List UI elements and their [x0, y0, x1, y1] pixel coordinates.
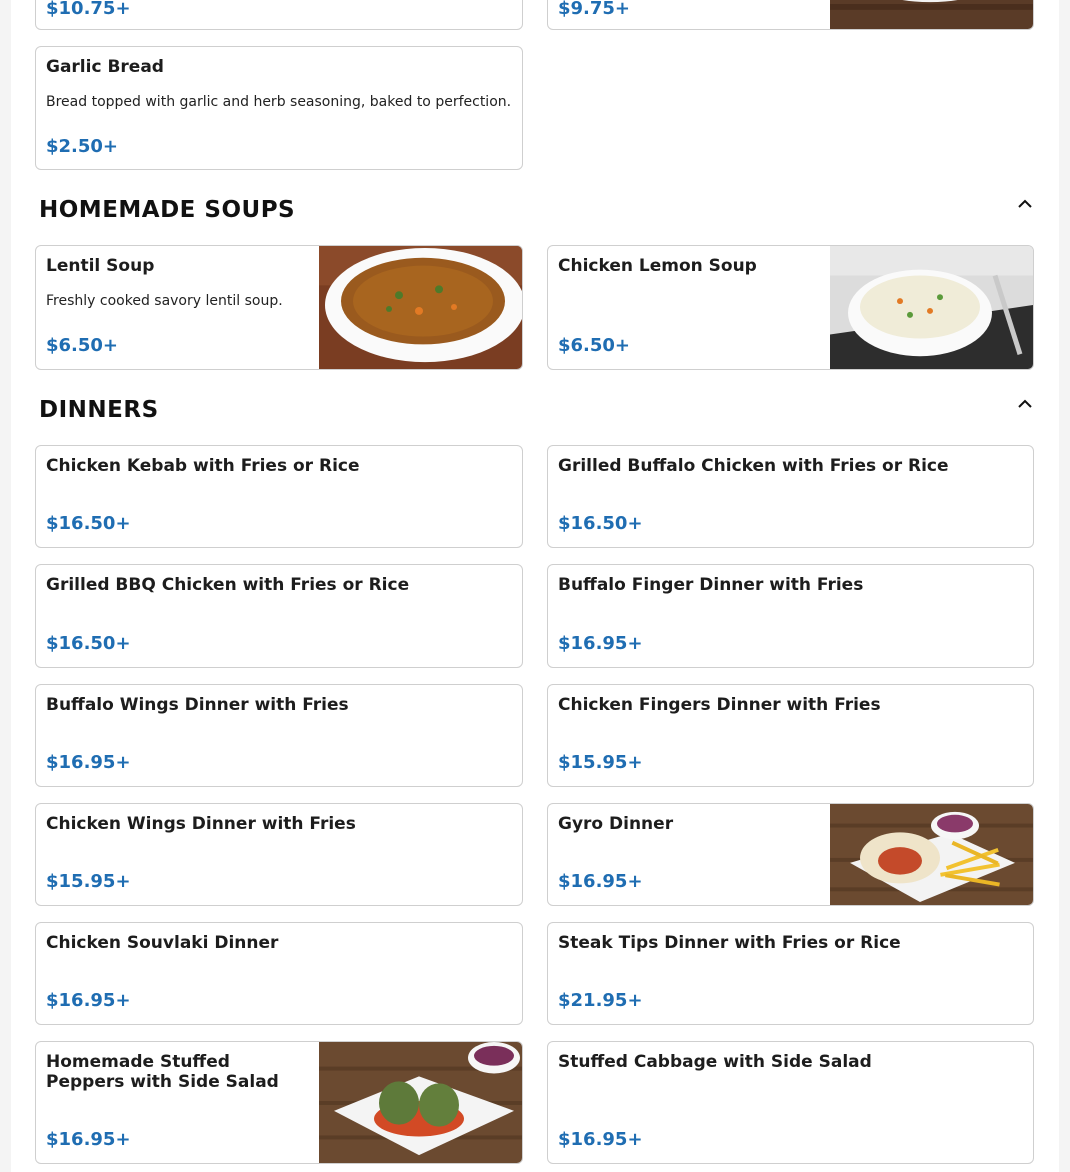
menu-item-name: Chicken Fingers Dinner with Fries: [558, 695, 881, 715]
menu-item-card-chicken-souvlaki-dinner[interactable]: [35, 922, 523, 1025]
menu-item-name: Buffalo Finger Dinner with Fries: [558, 575, 864, 595]
menu-item-name: Steak Tips Dinner with Fries or Rice: [558, 933, 901, 953]
menu-item-image: [319, 246, 522, 369]
menu-item-card-stuffed-peppers[interactable]: [35, 1041, 523, 1164]
menu-item-price: $16.95+: [558, 871, 643, 892]
menu-item-card-chicken-kebab[interactable]: [35, 445, 523, 548]
menu-item-card-grilled-bbq-chicken[interactable]: [35, 564, 523, 668]
menu-item-name: Buffalo Wings Dinner with Fries: [46, 695, 349, 715]
menu-item-name: Chicken Lemon Soup: [558, 256, 757, 276]
menu-item-name: Stuffed Cabbage with Side Salad: [558, 1052, 872, 1072]
section-title-dinners: DINNERS: [39, 397, 159, 423]
menu-item-price: $15.95+: [558, 752, 643, 773]
menu-item-description: Bread topped with garlic and herb seasoning, baked to perfection.: [46, 94, 512, 110]
menu-item-card-lentil-soup[interactable]: [35, 245, 523, 370]
menu-item-name: Lentil Soup: [46, 256, 155, 276]
menu-item-image: [319, 1042, 522, 1163]
menu-item-card-partial-left[interactable]: [35, 0, 523, 30]
menu-item-name: Homemade Stuffed Peppers with Side Salad: [46, 1052, 279, 1092]
menu-item-card-buffalo-wings-dinner[interactable]: [35, 684, 523, 787]
menu-item-image: [830, 0, 1033, 29]
menu-item-name: Gyro Dinner: [558, 814, 674, 834]
menu-item-name: Chicken Kebab with Fries or Rice: [46, 456, 360, 476]
menu-item-image: [830, 246, 1033, 369]
menu-item-description: Freshly cooked savory lentil soup.: [46, 293, 283, 309]
chevron-up-icon[interactable]: [1015, 394, 1035, 414]
menu-item-price: $6.50+: [46, 335, 119, 356]
section-title-homemade-soups: HOMEMADE SOUPS: [39, 197, 296, 223]
menu-item-card-chicken-lemon-soup[interactable]: [547, 245, 1034, 370]
menu-item-image: [830, 804, 1033, 905]
menu-item-price: $10.75+: [46, 0, 131, 19]
chevron-up-icon[interactable]: [1015, 194, 1035, 214]
menu-item-card-gyro-dinner[interactable]: [547, 803, 1034, 906]
menu-item-price: $16.95+: [46, 1129, 131, 1150]
menu-item-name: Chicken Souvlaki Dinner: [46, 933, 279, 953]
menu-item-price: $16.95+: [558, 633, 643, 654]
menu-item-price: $16.95+: [558, 1129, 643, 1150]
menu-item-card-stuffed-cabbage[interactable]: [547, 1041, 1034, 1164]
menu-item-price: $16.50+: [46, 633, 131, 654]
menu-item-price: $6.50+: [558, 335, 631, 356]
menu-item-card-chicken-fingers-dinner[interactable]: [547, 684, 1034, 787]
menu-item-price: $16.95+: [46, 990, 131, 1011]
menu-item-name: Chicken Wings Dinner with Fries: [46, 814, 356, 834]
menu-item-price: $16.50+: [558, 513, 643, 534]
menu-item-card-grilled-buffalo-chicken[interactable]: [547, 445, 1034, 548]
menu-item-name: Grilled Buffalo Chicken with Fries or Rice: [558, 456, 949, 476]
menu-item-card-garlic-bread[interactable]: [35, 46, 523, 170]
menu-item-card-buffalo-finger-dinner[interactable]: [547, 564, 1034, 668]
menu-item-price: $9.75+: [558, 0, 631, 19]
menu-item-name: Grilled BBQ Chicken with Fries or Rice: [46, 575, 410, 595]
menu-item-price: $15.95+: [46, 871, 131, 892]
menu-page: [11, 0, 1059, 1172]
menu-item-price: $16.95+: [46, 752, 131, 773]
menu-item-price: $16.50+: [46, 513, 131, 534]
menu-item-price: $2.50+: [46, 136, 119, 157]
menu-item-card-chicken-wings-dinner[interactable]: [35, 803, 523, 906]
menu-item-card-partial-right[interactable]: [547, 0, 1034, 30]
menu-item-price: $21.95+: [558, 990, 643, 1011]
menu-item-name: Garlic Bread: [46, 57, 164, 77]
menu-item-card-steak-tips-dinner[interactable]: [547, 922, 1034, 1025]
